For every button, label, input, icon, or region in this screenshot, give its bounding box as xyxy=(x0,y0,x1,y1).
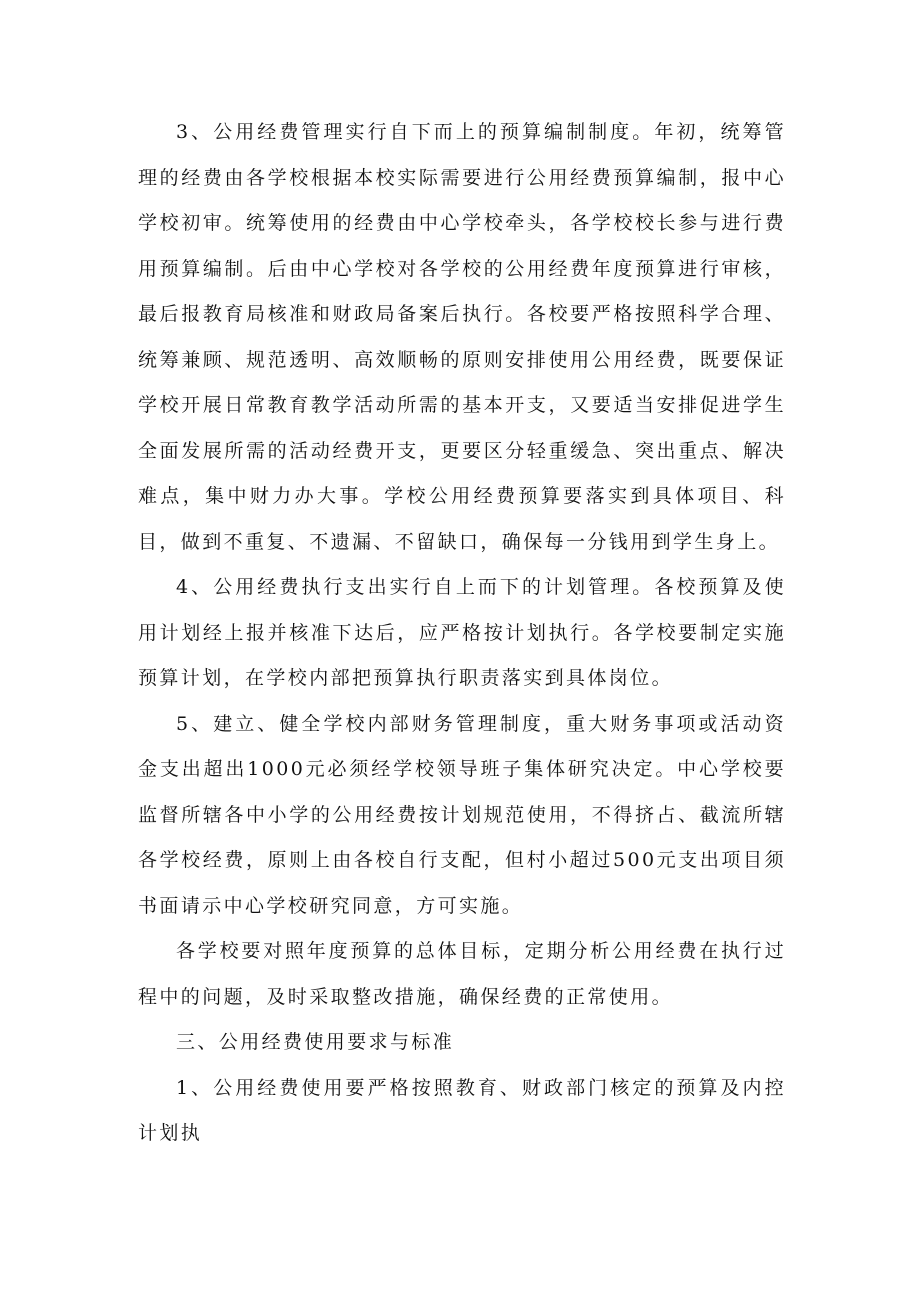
paragraph-plan-management: 4、公用经费执行支出实行自上而下的计划管理。各校预算及使用计划经上报并核准下达后，应严格按计划执行。各学校要制定实施预算计划，在学校内部把预算执行职责落实到具体岗位。 xyxy=(138,576,786,689)
document-body xyxy=(138,110,786,1157)
paragraph-budget-compilation: 3、公用经费管理实行自下而上的预算编制制度。年初，统筹管理的经费由各学校根据本校实际需要进行公用经费预算编制，报中心学校初审。统筹使用的经费由中心学校牵头，各学校校长参与进行费用预算编制。后由中心学校对各学校的公用经费年度预算进行审核，最后报教育局核准和财政局备案后执行。各校要严格按照科学合理、统筹兼顾、规范透明、高效顺畅的原则安排使用公用经费，既要保证学校开展日常教育教学活动所需的基本开支，又要适当安排促进学生全面发展所需的活动经费开支，更要区分轻重缓急、突出重点、解决难点，集中财力办大事。学校公用经费预算要落实到具体项目、科目，做到不重复、不遗漏、不留缺口，确保每一分钱用到学生身上。 xyxy=(138,121,786,553)
paragraph-usage-requirement: 1、公用经费使用要严格按照教育、财政部门核定的预算及内控计划执 xyxy=(138,1076,786,1144)
paragraph-budget-review: 各学校要对照年度预算的总体目标，定期分析公用经费在执行过程中的问题，及时采取整改措施，确保经费的正常使用。 xyxy=(138,940,786,1008)
paragraph-financial-rules: 5、建立、健全学校内部财务管理制度，重大财务事项或活动资金支出超出1000元必须经学校领导班子集体研究决定。中心学校要监督所辖各中小学的公用经费按计划规范使用，不得挤占、截流所辖各学校经费，原则上由各校自行支配，但村小超过500元支出项目须书面请示中心学校研究同意，方可实施。 xyxy=(138,712,786,917)
section-heading-usage-standards: 三、公用经费使用要求与标准 xyxy=(176,1031,455,1053)
